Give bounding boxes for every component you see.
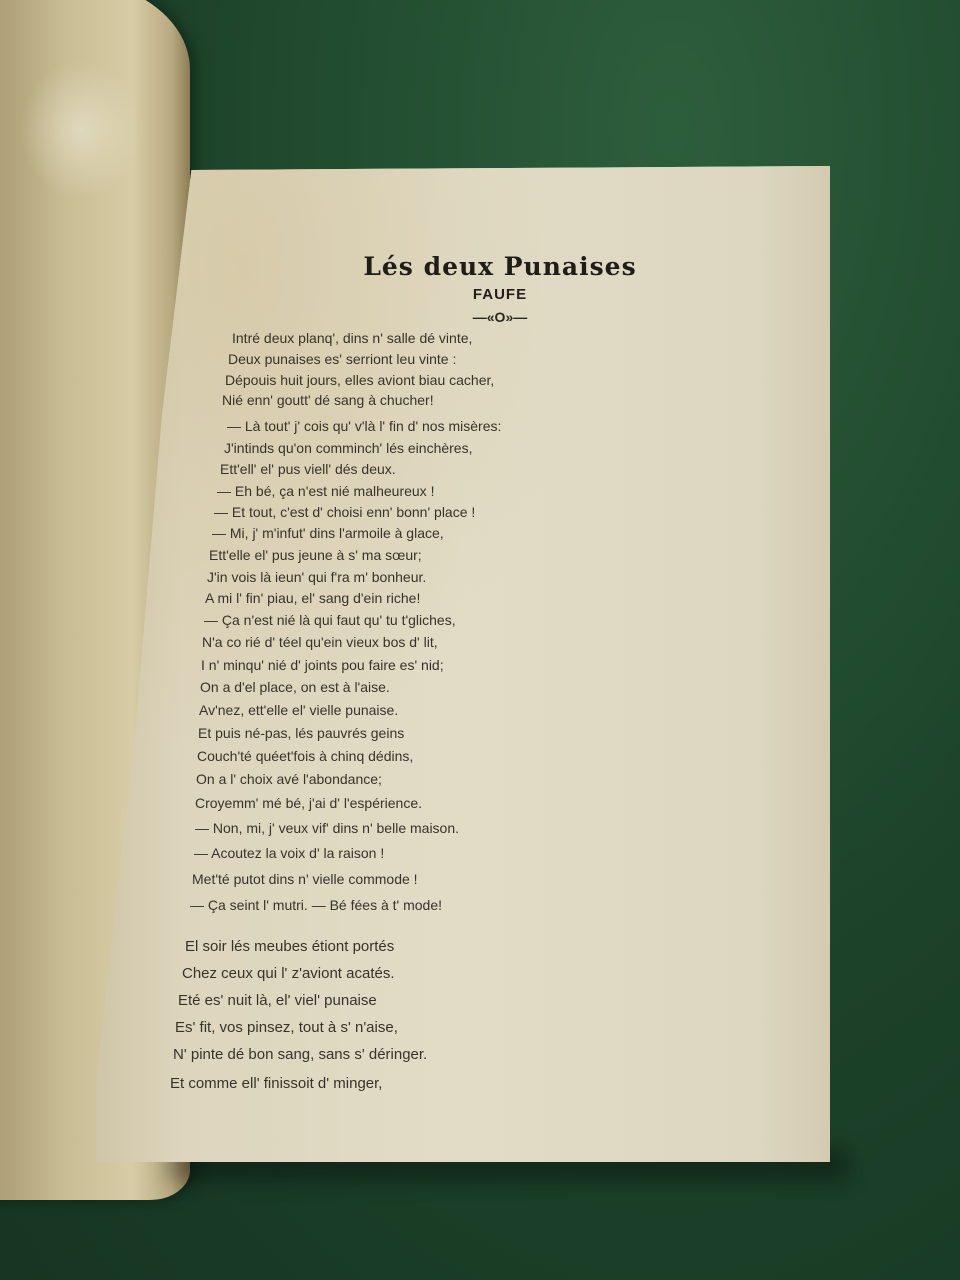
- verse-line: Couch'té quéet'fois à chinq dédins,: [197, 748, 414, 764]
- verse-line: Intré deux planq', dins n' salle dé vinte,: [232, 330, 473, 346]
- verse-line: Es' fit, vos pinsez, tout à s' n'aise,: [175, 1019, 398, 1036]
- verse-line: Ett'ell' el' pus viell' dés deux.: [220, 461, 396, 477]
- verse-line: Ett'elle el' pus jeune à s' ma sœur;: [209, 547, 422, 563]
- verse-line: Met'té putot dins n' vielle commode !: [192, 871, 418, 887]
- verse-line: Eté es' nuit là, el' viel' punaise: [178, 992, 377, 1009]
- verse-line: — Non, mi, j' veux vif' dins n' belle maison.: [195, 820, 460, 836]
- verse-line: — Ça seint l' mutri. — Bé fées à t' mode!: [190, 897, 442, 913]
- verse-line: Av'nez, ett'elle el' vielle punaise.: [199, 702, 399, 718]
- verse-line: — Eh bé, ça n'est nié malheureux !: [217, 483, 435, 499]
- verse-line: J'intinds qu'on comminch' lés einchères,: [224, 440, 473, 456]
- verse-line: Dépouis huit jours, elles aviont biau cacher,: [225, 372, 495, 388]
- verse-line: N'a co rié d' téel qu'ein vieux bos d' lit,: [202, 634, 438, 650]
- verse-line: On a d'el place, on est à l'aise.: [200, 679, 390, 695]
- verse-line: — Là tout' j' cois qu' v'là l' fin d' nos misères:: [227, 418, 502, 434]
- verse-line: Nié enn' goutt' dé sang à chucher!: [222, 392, 434, 408]
- verse-line: — Acoutez la voix d' la raison !: [194, 845, 385, 861]
- verse-line: Et puis né-pas, lés pauvrés geins: [198, 725, 405, 741]
- verse-line: Deux punaises es' serriont leu vinte :: [228, 351, 457, 367]
- poem-title: Lés deux Punaises: [363, 252, 637, 281]
- verse-line: N' pinte dé bon sang, sans s' déringer.: [173, 1046, 428, 1063]
- verse-line: A mi l' fin' piau, el' sang d'ein riche!: [205, 590, 421, 606]
- verse-line: — Et tout, c'est d' choisi enn' bonn' place !: [214, 504, 476, 520]
- verse-line: I n' minqu' nié d' joints pou faire es' nid;: [201, 657, 444, 673]
- verse-line: — Mi, j' m'infut' dins l'armoile à glace,: [212, 525, 444, 541]
- verse-line: On a l' choix avé l'abondance;: [196, 771, 382, 787]
- verse-line: J'in vois là ieun' qui f'ra m' bonheur.: [207, 569, 427, 585]
- poem-subtitle: FAUFE: [472, 286, 528, 303]
- verse-line: Croyemm' mé bé, j'ai d' l'espérience.: [195, 795, 423, 811]
- verse-line: Et comme ell' finissoit d' minger,: [170, 1075, 383, 1092]
- verse-line: — Ça n'est nié là qui faut qu' tu t'gliches,: [204, 612, 456, 628]
- ornament-divider: —«O»—: [472, 309, 528, 325]
- verse-line: El soir lés meubes étiont portés: [185, 938, 395, 955]
- verse-line: Chez ceux qui l' z'aviont acatés.: [182, 965, 395, 982]
